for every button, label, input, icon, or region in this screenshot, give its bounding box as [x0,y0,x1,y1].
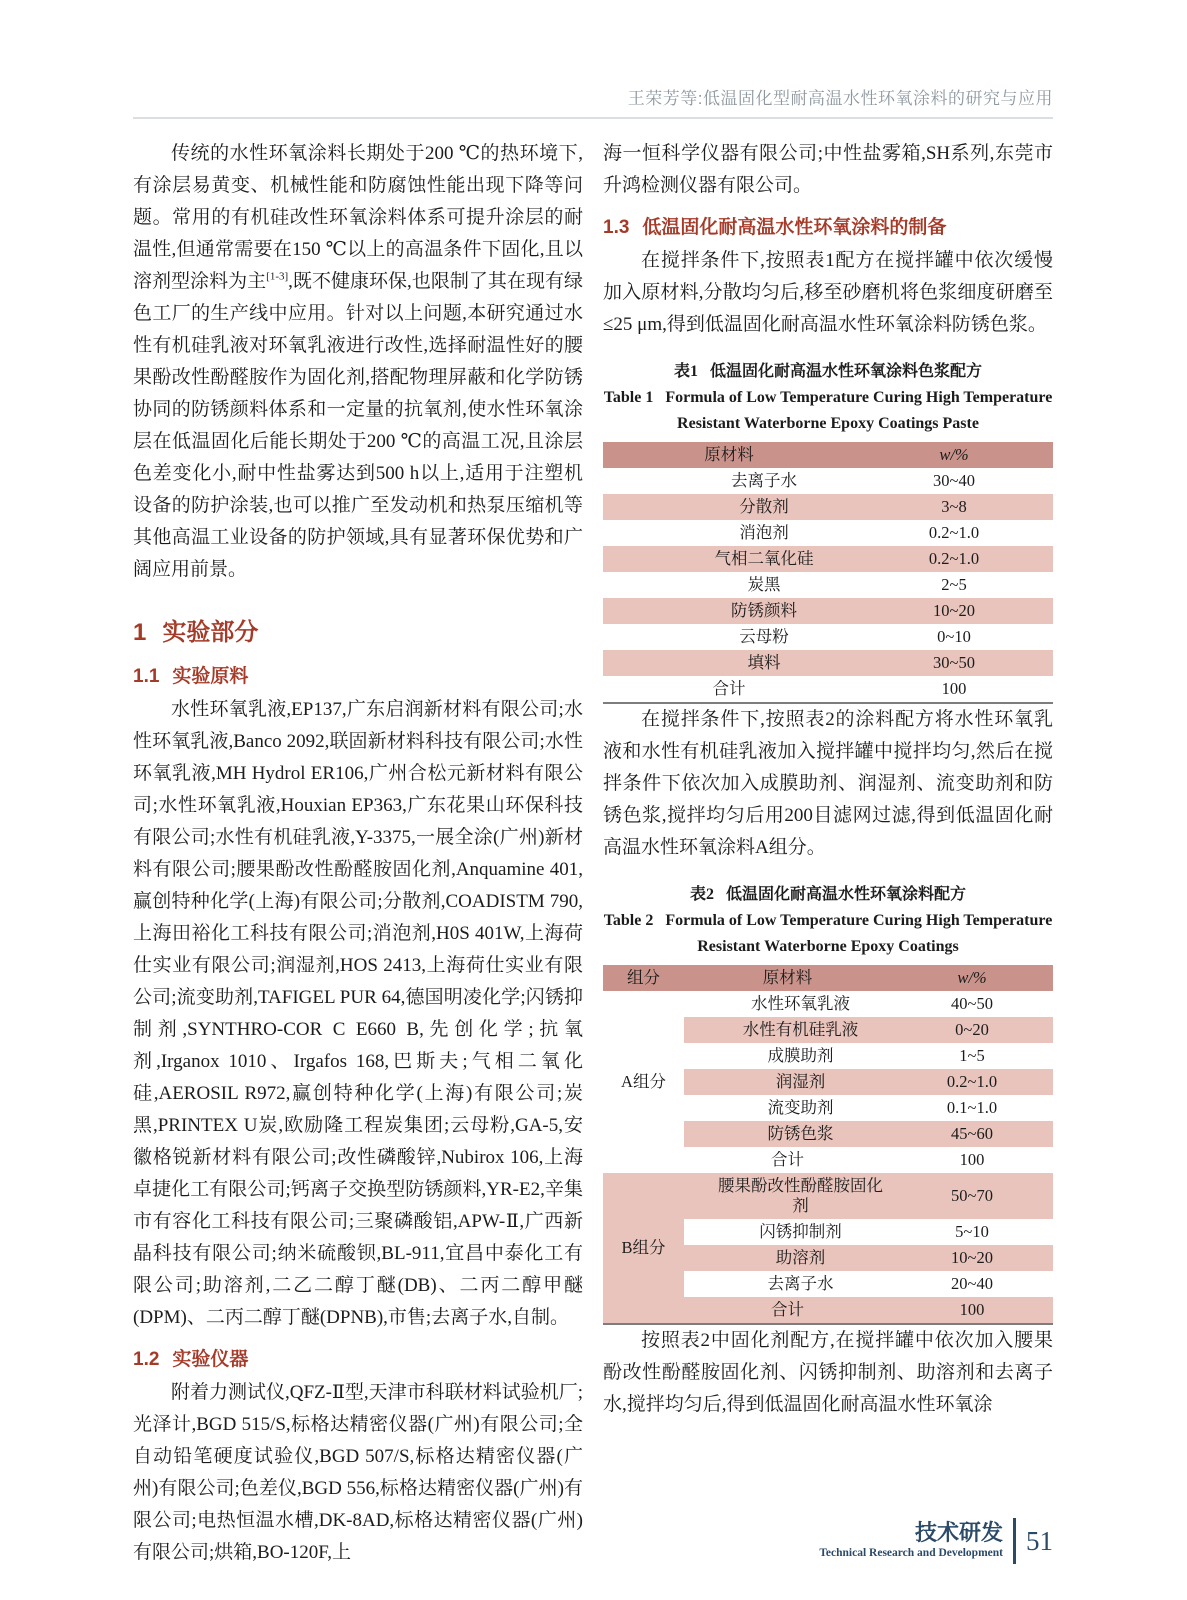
table-row [603,468,1053,494]
table-cell: 水性环氧乳液 [751,994,850,1013]
table-cell: 45~60 [891,1121,1053,1147]
footer-section [819,1521,1003,1561]
table-cell: 原材料 [684,965,891,991]
section-number: 1.2 [133,1349,160,1370]
footer-divider [1013,1518,1016,1564]
table1-caption-zh [603,359,1053,385]
table-cell: 1~5 [959,1046,985,1065]
table1-caption-en [603,385,1053,437]
componentA-paragraph: 在搅拌条件下,按照表2的涂料配方将水性环氧乳液和水性有机硅乳液加入搅拌罐中搅拌均匀,然后在搅拌条件下依次加入成膜助剂、润湿剂、流变助剂和防锈色浆,搅拌均匀后用200目滤网过滤,得到低温固化耐高温水性环氧涂料A组分。 [603,709,1053,858]
table-label: 表2 [689,886,714,903]
table-cell: 30~40 [933,471,975,490]
table-row [603,520,1053,546]
instruments-continuation: 海一恒科学仪器有限公司;中性盐雾箱,SH系列,东莞市升鸿检测仪器有限公司。 [603,143,1053,196]
table-cell: 50~70 [891,1173,1053,1219]
table-row [603,494,1053,520]
table-cell: 流变助剂 [767,1098,834,1117]
table-label: Table 1 [603,389,654,406]
section-heading-1-1 [133,661,583,688]
table2-caption [603,882,1053,960]
table-cell: 合计 [712,679,746,698]
table-cell: 成膜助剂 [767,1046,834,1065]
section-number: 1 [133,619,147,646]
section-number: 1.3 [603,217,630,238]
table2-caption-zh [603,882,1053,908]
table-cell: 0.2~1.0 [891,1069,1053,1095]
table-cell: w/% [891,965,1053,991]
table-cell: 气相二氧化硅 [603,546,855,572]
table-cell: 0~20 [891,1017,1053,1043]
table-cell: 消泡剂 [739,523,789,542]
table-row [603,624,1053,650]
table-cell: 10~20 [891,1245,1053,1271]
table-row [603,572,1053,598]
table-cell: 100 [941,679,967,698]
table-label: Table 2 [603,912,654,929]
table-title: 低温固化耐高温水性环氧涂料配方 [726,886,967,903]
section-title: 实验部分 [162,619,259,646]
group-label: B组分 [603,1173,684,1324]
table2-coating-formula [603,965,1053,1325]
table-cell: 0.2~1.0 [928,523,980,542]
running-title: 王荣芳等:低温固化型耐高温水性环氧涂料的研究与应用 [627,89,1053,108]
table-cell: 去离子水 [767,1274,834,1293]
intro-text-post: ,既不健康环保,也限制了其在现有绿色工厂的生产线中应用。针对以上问题,本研究通过水性有机硅乳液对环氧乳液进行改性,选择耐温性好的腰果酚改性酚醛胺作为固化剂,搭配物理屏蔽和化学防锈协同的防锈颜料体系和一定量的抗氧剂,使水性环氧涂层在低温固化后能长期处于200 ℃的高温工况,且涂层色差变化小,耐中性盐雾达到500 h以上,适用于注塑机设备的防护涂装,也可以推广至发动机和热泵压缩机等其他高温工业设备的防护领域,具有显著环保优势和广阔应用前景。 [133,271,583,580]
section-title: 实验仪器 [172,1349,249,1370]
table-title: Formula of Low Temperature Curing High Temperature Resistant Waterborne Epoxy Coatings Paste [665,389,1053,432]
table-cell: 去离子水 [731,471,797,490]
table-cell: 润湿剂 [684,1069,891,1095]
instruments-paragraph: 附着力测试仪,QFZ-Ⅱ型,天津市科联材料试验机厂;光泽计,BGD 515/S,标格达精密仪器(广州)有限公司;全自动铅笔硬度试验仪,BGD 507/S,标格达精密仪器(广州)有限公司;色差仪,BGD 556,标格达精密仪器(广州)有限公司;电热恒温水槽,DK-8AD,标格达精密仪器(广州)有限公司;烘箱,BO-120F,上 [133,1382,583,1563]
table-row [603,1173,1053,1219]
table-cell: 云母粉 [739,627,789,646]
table-cell: w/% [855,442,1053,468]
table-row [603,991,1053,1017]
table-cell: 炭黑 [747,575,781,594]
table-title: 低温固化耐高温水性环氧涂料色浆配方 [710,363,983,380]
table-cell: 合计 [771,1150,804,1169]
materials-paragraph: 水性环氧乳液,EP137,广东启润新材料有限公司;水性环氧乳液,Banco 2092,联固新材料科技有限公司;水性环氧乳液,MH Hydrol ER106,广州合松元新材料有限公司;水性环氧乳液,Houxian EP363,广东花果山环保科技有限公司;水性有机硅乳液,Y-3375,一展全涂(广州)新材料有限公司;腰果酚改性酚醛胺固化剂,Anquamine 401,赢创特种化学(上海)有限公司;分散剂,COADISTM 790,上海田裕化工科技有限公司;消泡剂,H0S 401W,上海荷仕实业有限公司;润湿剂,HOS 2413,上海荷仕实业有限公司;流变助剂,TAFIGEL PUR 64,德国明凌化学;闪锈抑制剂,SYNTHRO-COR C E660 B,先创化学;抗氧剂,Irganox 1010、Irgafos 168,巴斯夫;气相二氧化硅,AEROSIL R972,赢创特种化学(上海)有限公司;炭黑,PRINTEX U炭,欧励隆工程炭集团;云母粉,GA-5,安徽格锐新材料有限公司;改性磷酸锌,Nubirox 106,上海卓捷化工有限公司;钙离子交换型防锈颜料,YR-E2,辛集市有容化工科技有限公司;三聚磷酸铝,APW-Ⅱ,广西新晶科技有限公司;纳米硫酸钡,BL-911,宜昌中泰化工有限公司;助溶剂,二乙二醇丁醚(DB)、二丙二醇甲醚(DPM)、二丙二醇丁醚(DPNB),市售;去离子水,自制。 [133,699,583,1328]
page-footer [819,1518,1053,1564]
table-cell: 40~50 [951,994,993,1013]
table-cell: 防锈色浆 [684,1121,891,1147]
componentB-paragraph: 按照表2中固化剂配方,在搅拌罐中依次加入腰果酚改性酚醛胺固化剂、闪锈抑制剂、助溶剂和去离子水,搅拌均匀后,得到低温固化耐高温水性环氧涂 [603,1330,1053,1415]
table-cell: 闪锈抑制剂 [759,1222,842,1241]
table-cell: 20~40 [951,1274,993,1293]
table-cell: 腰果酚改性酚醛胺固化剂 [684,1173,891,1219]
intro-text-pre: 传统的水性环氧涂料长期处于200 ℃的热环境下,有涂层易黄变、机械性能和防腐蚀性能出现下降等问题。常用的有机硅改性环氧涂料体系可提升涂层的耐温性,但通常需要在150 ℃以上的高温条件下固化,且以溶剂型涂料为主 [133,143,583,292]
table-row [603,650,1053,676]
table-title: Formula of Low Temperature Curing High Temperature Resistant Waterborne Epoxy Coatings [665,912,1053,955]
section-title: 实验原料 [172,666,249,687]
table1-paste-formula [603,442,1053,704]
paste-preparation-paragraph: 在搅拌条件下,按照表1配方在搅拌罐中依次缓慢加入原材料,分散均匀后,移至砂磨机将色浆细度研磨至≤25 μm,得到低温固化耐高温水性环氧涂料防锈色浆。 [603,250,1053,335]
table-cell: 水性有机硅乳液 [684,1017,891,1043]
table-cell: 助溶剂 [684,1245,891,1271]
table-row [603,965,1053,991]
group-label: A组分 [603,991,684,1173]
table-cell: 2~5 [941,575,967,594]
section-heading-1 [133,612,583,647]
table-cell: 分散剂 [603,494,855,520]
intro-paragraph [133,138,583,586]
section-title: 低温固化耐高温水性环氧涂料的制备 [642,217,947,238]
table-cell: 防锈颜料 [603,598,855,624]
table-row [603,676,1053,703]
table-cell: 合计 [684,1297,891,1324]
footer-section-zh: 技术研发 [914,1520,1003,1545]
table-cell: 3~8 [855,494,1053,520]
table-cell: 填料 [603,650,855,676]
header-rule [133,117,1053,119]
table-cell: 10~20 [855,598,1053,624]
section-number: 1.1 [133,666,160,687]
table-row [603,598,1053,624]
section-heading-1-2 [133,1344,583,1371]
table-label: 表1 [673,363,698,380]
table-cell: 0.2~1.0 [855,546,1053,572]
two-column-layout [133,138,1053,1569]
table-cell: 5~10 [955,1222,989,1241]
section-heading-1-3 [603,212,1053,239]
table-row [603,442,1053,468]
citation-ref: [1-3] [266,270,289,283]
table2-caption-en [603,908,1053,960]
table-cell: 0.1~1.0 [946,1098,998,1117]
table-cell: 组分 [603,965,684,991]
table-cell: 0~10 [937,627,971,646]
page-number: 51 [1026,1525,1053,1556]
table-cell: 30~50 [855,650,1053,676]
footer-section-en: Technical Research and Development [819,1547,1003,1559]
table-row [603,546,1053,572]
left-column [133,138,583,1569]
table-cell: 原材料 [603,442,855,468]
table1-caption [603,359,1053,437]
right-column [603,138,1053,1569]
table-cell: 100 [959,1150,985,1169]
table-cell: 100 [891,1297,1053,1324]
